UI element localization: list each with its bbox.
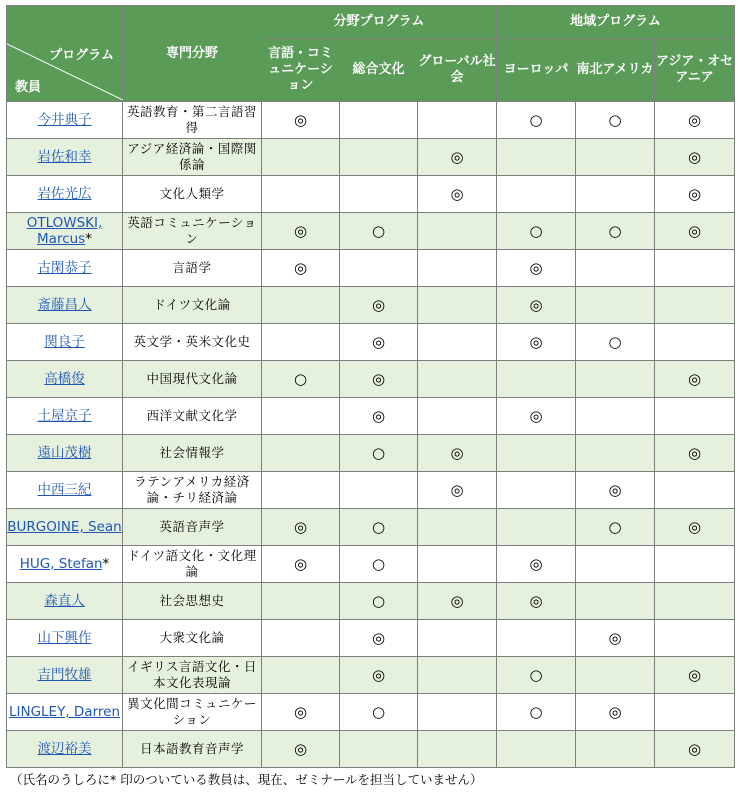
program-mark-cell: [262, 398, 340, 435]
program-mark-cell: ○: [576, 213, 655, 250]
specialty-cell: 社会思想史: [123, 583, 262, 620]
program-mark-cell: [340, 176, 418, 213]
program-mark-cell: ○: [340, 694, 418, 731]
faculty-name-link[interactable]: BURGOINE, Sean: [7, 519, 122, 535]
program-mark-cell: ◎: [497, 250, 576, 287]
program-mark-cell: ◎: [497, 287, 576, 324]
program-mark-cell: ◎: [655, 213, 735, 250]
program-mark-cell: [340, 102, 418, 139]
program-mark-cell: ◎: [262, 509, 340, 546]
program-mark-cell: ○: [340, 509, 418, 546]
program-mark-cell: [340, 139, 418, 176]
program-mark-cell: [262, 324, 340, 361]
specialty-cell: ドイツ文化論: [123, 287, 262, 324]
faculty-name-cell: [7, 694, 123, 731]
program-mark-cell: [576, 657, 655, 694]
program-mark-cell: ◎: [418, 139, 497, 176]
program-mark-cell: [655, 620, 735, 657]
program-mark-cell: [576, 139, 655, 176]
program-mark-cell: ◎: [340, 324, 418, 361]
table-row: [7, 472, 735, 509]
asterisk-marker: *: [85, 231, 92, 247]
faculty-name-cell: [7, 472, 123, 509]
table-row: [7, 694, 735, 731]
faculty-name-link[interactable]: 山下興作: [37, 630, 92, 646]
program-mark-cell: [340, 731, 418, 768]
table-row: [7, 361, 735, 398]
faculty-name-cell: [7, 287, 123, 324]
program-mark-cell: ○: [497, 694, 576, 731]
program-mark-cell: ◎: [655, 435, 735, 472]
program-mark-cell: ◎: [262, 546, 340, 583]
program-mark-cell: [655, 694, 735, 731]
specialty-cell: 文化人類学: [123, 176, 262, 213]
program-mark-cell: [497, 139, 576, 176]
program-mark-cell: [497, 509, 576, 546]
program-mark-cell: [418, 324, 497, 361]
program-mark-cell: ◎: [576, 694, 655, 731]
specialty-cell: ドイツ語文化・文化理論: [123, 546, 262, 583]
program-mark-cell: ◎: [655, 176, 735, 213]
program-mark-cell: ◎: [262, 694, 340, 731]
program-mark-cell: ◎: [262, 213, 340, 250]
program-mark-cell: [576, 250, 655, 287]
program-mark-cell: ○: [340, 213, 418, 250]
specialty-cell: 西洋文献文化学: [123, 398, 262, 435]
program-mark-cell: [418, 287, 497, 324]
diagonal-header-cell: [7, 6, 123, 102]
program-mark-cell: [262, 176, 340, 213]
asterisk-marker: *: [102, 556, 110, 572]
faculty-name-link[interactable]: 吉門牧雄: [37, 667, 92, 683]
specialty-cell: アジア経済論・国際関係論: [123, 139, 262, 176]
table-row: [7, 250, 735, 287]
program-mark-cell: ◎: [340, 398, 418, 435]
program-mark-cell: ◎: [418, 176, 497, 213]
program-mark-cell: [655, 546, 735, 583]
program-mark-cell: ◎: [497, 583, 576, 620]
program-mark-cell: [576, 546, 655, 583]
program-mark-cell: ○: [497, 102, 576, 139]
specialty-cell: イギリス言語文化・日本文化表現論: [123, 657, 262, 694]
faculty-name-cell: [7, 250, 123, 287]
faculty-name-cell: [7, 731, 123, 768]
program-header-europe: ヨーロッパ: [497, 39, 576, 102]
program-mark-cell: ◎: [576, 472, 655, 509]
specialty-cell: 言語学: [123, 250, 262, 287]
program-mark-cell: ○: [497, 213, 576, 250]
faculty-name-link[interactable]: OTLOWSKI, Marcus: [26, 215, 103, 247]
specialty-cell: 中国現代文化論: [123, 361, 262, 398]
program-mark-cell: [576, 583, 655, 620]
program-mark-cell: ◎: [262, 102, 340, 139]
faculty-axis-label: 教員: [15, 80, 42, 95]
program-mark-cell: ◎: [655, 361, 735, 398]
table-body: [7, 102, 735, 768]
specialty-cell: 英語音声学: [123, 509, 262, 546]
faculty-name-cell: [7, 398, 123, 435]
program-axis-label: プログラム: [49, 48, 114, 63]
faculty-name-cell: [7, 361, 123, 398]
program-mark-cell: ○: [497, 657, 576, 694]
program-mark-cell: [576, 398, 655, 435]
program-mark-cell: ◎: [340, 287, 418, 324]
program-mark-cell: ◎: [655, 509, 735, 546]
faculty-name-link[interactable]: LINGLEY, Darren: [8, 704, 121, 720]
table-row: [7, 176, 735, 213]
program-header-language-communication: 言語・コミュニケーション: [262, 39, 340, 102]
specialty-cell: 英語教育・第二言語習得: [123, 102, 262, 139]
program-mark-cell: [418, 620, 497, 657]
program-mark-cell: ◎: [655, 657, 735, 694]
program-mark-cell: ○: [576, 102, 655, 139]
program-mark-cell: [262, 287, 340, 324]
table-header: [7, 6, 735, 102]
specialty-cell: ラテンアメリカ経済論・チリ経済論: [123, 472, 262, 509]
program-header-americas: 南北アメリカ: [576, 39, 655, 102]
program-mark-cell: ◎: [655, 731, 735, 768]
program-mark-cell: ◎: [340, 657, 418, 694]
program-mark-cell: ○: [340, 435, 418, 472]
faculty-name-link[interactable]: 渡辺裕美: [37, 741, 92, 757]
program-mark-cell: [340, 472, 418, 509]
program-mark-cell: [655, 324, 735, 361]
footnote: （氏名のうしろに* 印のついている教員は、現在、ゼミナールを担当していません）: [10, 772, 483, 787]
table-row: [7, 583, 735, 620]
faculty-name-cell: [7, 546, 123, 583]
faculty-name-link[interactable]: 岩佐和幸: [37, 149, 92, 165]
faculty-name-link[interactable]: 斎藤昌人: [37, 297, 92, 313]
table-row: [7, 139, 735, 176]
faculty-name-link[interactable]: 土屋京子: [37, 408, 92, 424]
faculty-name-link[interactable]: 高橋俊: [44, 371, 85, 387]
program-mark-cell: [497, 435, 576, 472]
program-mark-cell: [262, 657, 340, 694]
table-row: [7, 287, 735, 324]
program-mark-cell: ◎: [655, 102, 735, 139]
faculty-name-link[interactable]: 岩佐光広: [37, 186, 92, 202]
program-mark-cell: ○: [262, 361, 340, 398]
chiiki-program-group-header: 地域プログラム: [497, 6, 735, 39]
faculty-name-link[interactable]: 関良子: [44, 334, 85, 350]
program-mark-cell: ◎: [576, 620, 655, 657]
program-header-general-culture: 総合文化: [340, 39, 418, 102]
table-row: [7, 324, 735, 361]
program-mark-cell: ◎: [262, 731, 340, 768]
specialty-cell: 社会情報学: [123, 435, 262, 472]
program-mark-cell: [655, 583, 735, 620]
faculty-name-link[interactable]: 今井典子: [37, 112, 92, 128]
program-header-global-society: グローバル社会: [418, 39, 497, 102]
program-mark-cell: ◎: [497, 546, 576, 583]
program-mark-cell: ◎: [418, 472, 497, 509]
faculty-name-link[interactable]: 中西三紀: [37, 482, 92, 498]
faculty-name-cell: [7, 657, 123, 694]
specialty-cell: 英文学・英米文化史: [123, 324, 262, 361]
program-mark-cell: [418, 546, 497, 583]
faculty-name-cell: [7, 583, 123, 620]
program-mark-cell: ◎: [497, 398, 576, 435]
program-mark-cell: ○: [576, 509, 655, 546]
program-mark-cell: [418, 509, 497, 546]
program-mark-cell: [262, 583, 340, 620]
table-row: [7, 657, 735, 694]
program-mark-cell: [655, 472, 735, 509]
program-mark-cell: [262, 620, 340, 657]
program-mark-cell: [262, 139, 340, 176]
table-row: [7, 731, 735, 768]
table-row: [7, 620, 735, 657]
program-mark-cell: ◎: [497, 324, 576, 361]
program-mark-cell: [262, 435, 340, 472]
program-mark-cell: [576, 731, 655, 768]
program-mark-cell: ◎: [418, 435, 497, 472]
program-mark-cell: [655, 398, 735, 435]
program-mark-cell: [262, 472, 340, 509]
program-mark-cell: ○: [340, 583, 418, 620]
program-mark-cell: [576, 435, 655, 472]
program-mark-cell: [418, 657, 497, 694]
table-row: [7, 435, 735, 472]
specialty-cell: 異文化間コミュニケーション: [123, 694, 262, 731]
faculty-program-table: [6, 5, 735, 768]
faculty-name-link[interactable]: HUG, Stefan: [19, 556, 103, 572]
program-mark-cell: [418, 213, 497, 250]
faculty-name-link[interactable]: 遠山茂樹: [37, 445, 92, 461]
table-row: [7, 102, 735, 139]
faculty-name-link[interactable]: 古閑恭子: [37, 260, 92, 276]
program-mark-cell: ◎: [340, 620, 418, 657]
specialty-cell: 日本語教育音声学: [123, 731, 262, 768]
table-row: [7, 546, 735, 583]
faculty-name-cell: [7, 102, 123, 139]
program-mark-cell: [340, 250, 418, 287]
program-mark-cell: [655, 287, 735, 324]
table-row: [7, 509, 735, 546]
program-mark-cell: [497, 620, 576, 657]
faculty-name-link[interactable]: 森直人: [44, 593, 85, 609]
faculty-name-cell: [7, 620, 123, 657]
field-column-header: 専門分野: [123, 6, 262, 102]
program-mark-cell: ◎: [262, 250, 340, 287]
program-mark-cell: [418, 731, 497, 768]
table-row: [7, 213, 735, 250]
faculty-name-cell: [7, 509, 123, 546]
program-mark-cell: ◎: [418, 583, 497, 620]
faculty-name-cell: [7, 435, 123, 472]
faculty-name-cell: [7, 139, 123, 176]
program-mark-cell: [497, 731, 576, 768]
faculty-name-cell: [7, 324, 123, 361]
bunya-program-group-header: 分野プログラム: [262, 6, 497, 39]
faculty-name-cell: [7, 213, 123, 250]
program-mark-cell: [655, 250, 735, 287]
program-mark-cell: [576, 361, 655, 398]
program-mark-cell: [576, 287, 655, 324]
program-mark-cell: [497, 176, 576, 213]
program-mark-cell: [576, 176, 655, 213]
program-mark-cell: ○: [340, 546, 418, 583]
program-mark-cell: [497, 472, 576, 509]
specialty-cell: 大衆文化論: [123, 620, 262, 657]
program-mark-cell: ○: [576, 324, 655, 361]
program-mark-cell: ◎: [655, 139, 735, 176]
program-mark-cell: [497, 361, 576, 398]
faculty-program-table-container: [6, 5, 734, 768]
faculty-name-cell: [7, 176, 123, 213]
program-mark-cell: [418, 361, 497, 398]
program-mark-cell: [418, 102, 497, 139]
specialty-cell: 英語コミュニケーション: [123, 213, 262, 250]
program-mark-cell: [418, 694, 497, 731]
program-mark-cell: [418, 398, 497, 435]
program-mark-cell: [418, 250, 497, 287]
program-mark-cell: ◎: [340, 361, 418, 398]
program-header-asia-oceania: アジア・オセアニア: [655, 39, 735, 102]
table-row: [7, 398, 735, 435]
